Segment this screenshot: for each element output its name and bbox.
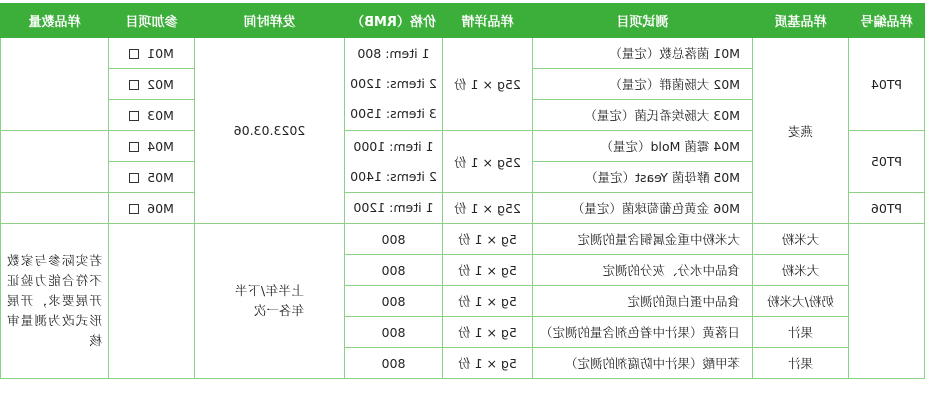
participate-cell[interactable] — [109, 69, 195, 100]
test-item-cell: M04 霉菌 Mold（定量） — [533, 131, 753, 162]
header-participate: 参加项目 — [109, 4, 195, 38]
test-item-cell: M01 菌落总数（定量） — [533, 38, 753, 69]
checkbox[interactable] — [129, 173, 139, 183]
participate-cell[interactable] — [109, 100, 195, 131]
checkbox[interactable] — [129, 204, 139, 214]
project-code: M01 — [147, 45, 174, 61]
price-line: 1 item: 1000 — [353, 138, 434, 154]
header-quantity: 样品数量 — [1, 4, 109, 38]
checkbox[interactable] — [129, 111, 139, 121]
price-line: 2 items: 1400 — [350, 168, 437, 184]
table-row — [1, 224, 925, 255]
participate-cell[interactable] — [109, 162, 195, 193]
test-item-cell: 苯甲酸（果汁中防腐剂的测定） — [533, 348, 753, 379]
sample-code-cell: PT05 — [849, 131, 925, 193]
participate-cell[interactable] — [109, 131, 195, 162]
participate-cell[interactable] — [109, 224, 195, 379]
project-code: M03 — [147, 107, 174, 123]
project-code: M04 — [147, 138, 174, 154]
detail-cell: 25g × 1 份 — [443, 38, 533, 131]
quantity-cell[interactable] — [1, 193, 109, 224]
detail-cell: 5g × 1 份 — [443, 255, 533, 286]
header-row — [1, 4, 925, 38]
price-cell: 800 — [345, 348, 443, 379]
detail-cell: 5g × 1 份 — [443, 286, 533, 317]
matrix-cell: 奶粉/大米粉 — [753, 286, 849, 317]
quantity-cell[interactable] — [1, 38, 109, 131]
header-test-item: 测试项目 — [533, 4, 753, 38]
price-cell: 800 — [345, 224, 443, 255]
price-cell — [345, 193, 443, 224]
price-line: 2 items: 1200 — [350, 76, 437, 91]
price-line: 3 items: 1500 — [350, 106, 437, 121]
price-cell — [345, 38, 443, 131]
quantity-cell[interactable] — [1, 131, 109, 193]
detail-cell: 5g × 1 份 — [443, 224, 533, 255]
checkbox[interactable] — [129, 49, 139, 59]
price-cell: 800 — [345, 286, 443, 317]
header-price: 价格（RMB） — [345, 4, 443, 38]
send-time-cell: 上半年/下半年各一次 — [195, 224, 345, 379]
matrix-cell: 果汁 — [753, 317, 849, 348]
note-cell: 若实际参与家数不符合能力验证开展要求，开展形式改为测量审核 — [1, 224, 109, 379]
header-sample-detail: 样品详情 — [443, 4, 533, 38]
price-cell: 800 — [345, 317, 443, 348]
test-item-cell: M06 金黄色葡萄球菌（定量） — [533, 193, 753, 224]
sample-code-cell: PT06 — [849, 193, 925, 224]
test-item-cell: 食品中蛋白质的测定 — [533, 286, 753, 317]
send-time-cell: 2023.03.06 — [195, 38, 345, 224]
table-row — [1, 38, 925, 69]
matrix-cell: 大米粉 — [753, 255, 849, 286]
participate-cell[interactable] — [109, 38, 195, 69]
detail-cell: 25g × 1 份 — [443, 193, 533, 224]
detail-cell: 5g × 1 份 — [443, 348, 533, 379]
test-item-cell: M03 大肠埃希氏菌（定量） — [533, 100, 753, 131]
test-item-cell: M02 大肠菌群（定量） — [533, 69, 753, 100]
header-matrix: 样品基质 — [753, 4, 849, 38]
project-code: M02 — [147, 76, 174, 92]
sample-code-cell — [849, 224, 925, 379]
checkbox[interactable] — [129, 80, 139, 90]
project-code: M05 — [147, 169, 174, 185]
price-line: 1 item: 800 — [357, 46, 430, 61]
header-sample-code: 样品编号 — [849, 4, 925, 38]
project-code: M06 — [147, 200, 174, 216]
detail-cell: 25g × 1 份 — [443, 131, 533, 193]
price-line: 1 item: 1200 — [353, 200, 434, 215]
test-item-cell: 日落黄（果汁中着色剂含量的测定） — [533, 317, 753, 348]
test-item-cell: M05 酵母菌 Yeast（定量） — [533, 162, 753, 193]
price-cell: 800 — [345, 255, 443, 286]
sample-code-cell: PT04 — [849, 38, 925, 131]
matrix-cell: 果汁 — [753, 348, 849, 379]
price-cell — [345, 131, 443, 193]
sample-table — [0, 3, 925, 379]
test-item-cell: 食品中水分、灰分的测定 — [533, 255, 753, 286]
matrix-cell: 大米粉 — [753, 224, 849, 255]
header-send-time: 发样时间 — [195, 4, 345, 38]
matrix-cell: 燕麦 — [753, 38, 849, 224]
checkbox[interactable] — [129, 142, 139, 152]
test-item-cell: 大米粉中重金属铜含量的测定 — [533, 224, 753, 255]
detail-cell: 5g × 1 份 — [443, 317, 533, 348]
participate-cell[interactable] — [109, 193, 195, 224]
